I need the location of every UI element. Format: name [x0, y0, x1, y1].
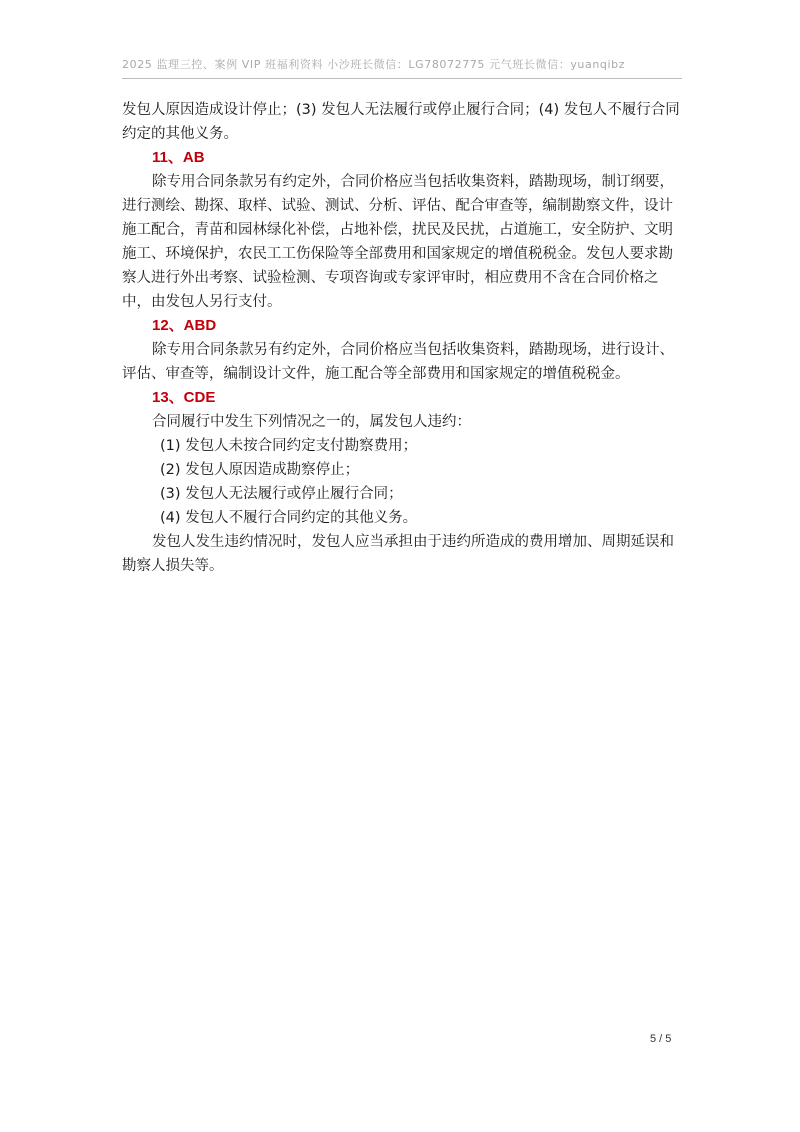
answer-heading-13: 13、CDE	[152, 389, 216, 406]
answer-13-conclusion: 发包人发生违约情况时，发包人应当承担由于违约所造成的费用增加、周期延误和勘察人损失等。	[122, 534, 674, 574]
continued-paragraph: 发包人原因造成设计停止；(3) 发包人无法履行或停止履行合同；(4) 发包人不履行合同约定的其他义务。	[122, 102, 680, 142]
document-body	[122, 98, 684, 578]
header-divider	[122, 78, 682, 79]
list-item: (3) 发包人无法履行或停止履行合同；	[160, 486, 403, 502]
answer-12-paragraph: 除专用合同条款另有约定外，合同价格应当包括收集资料，踏勘现场，进行设计、评估、审查等，编制设计文件，施工配合等全部费用和国家规定的增值税税金。	[122, 342, 674, 382]
answer-heading-12: 12、ABD	[152, 317, 217, 334]
answer-heading-11: 11、AB	[152, 149, 205, 166]
page-number: 5 / 5	[650, 1033, 672, 1045]
list-item: (4) 发包人不履行合同约定的其他义务。	[160, 510, 418, 526]
answer-11-paragraph: 除专用合同条款另有约定外，合同价格应当包括收集资料，踏勘现场，制订纲要，进行测绘、勘探、取样、试验、测试、分析、评估、配合审查等，编制勘察文件，设计施工配合，青苗和园林绿化补偿，占地补偿，扰民及民扰，占道施工，安全防护、文明施工、环境保护，农民工工伤保险等全部费用和国家规定的增值税税金。发包人要求勘察人进行外出考察、试验检测、专项咨询或专家评审时，相应费用不含在合同价格之中，由发包人另行支付。	[122, 174, 674, 310]
list-item: (2) 发包人原因造成勘察停止；	[160, 462, 360, 478]
page-header: 2025 监理三控、案例 VIP 班福利资料 小沙班长微信：LG78072775 元气班长微信：yuanqibz	[122, 58, 626, 71]
list-item: (1) 发包人未按合同约定支付勘察费用；	[160, 438, 418, 454]
answer-13-intro: 合同履行中发生下列情况之一的，属发包人违约：	[152, 414, 471, 430]
